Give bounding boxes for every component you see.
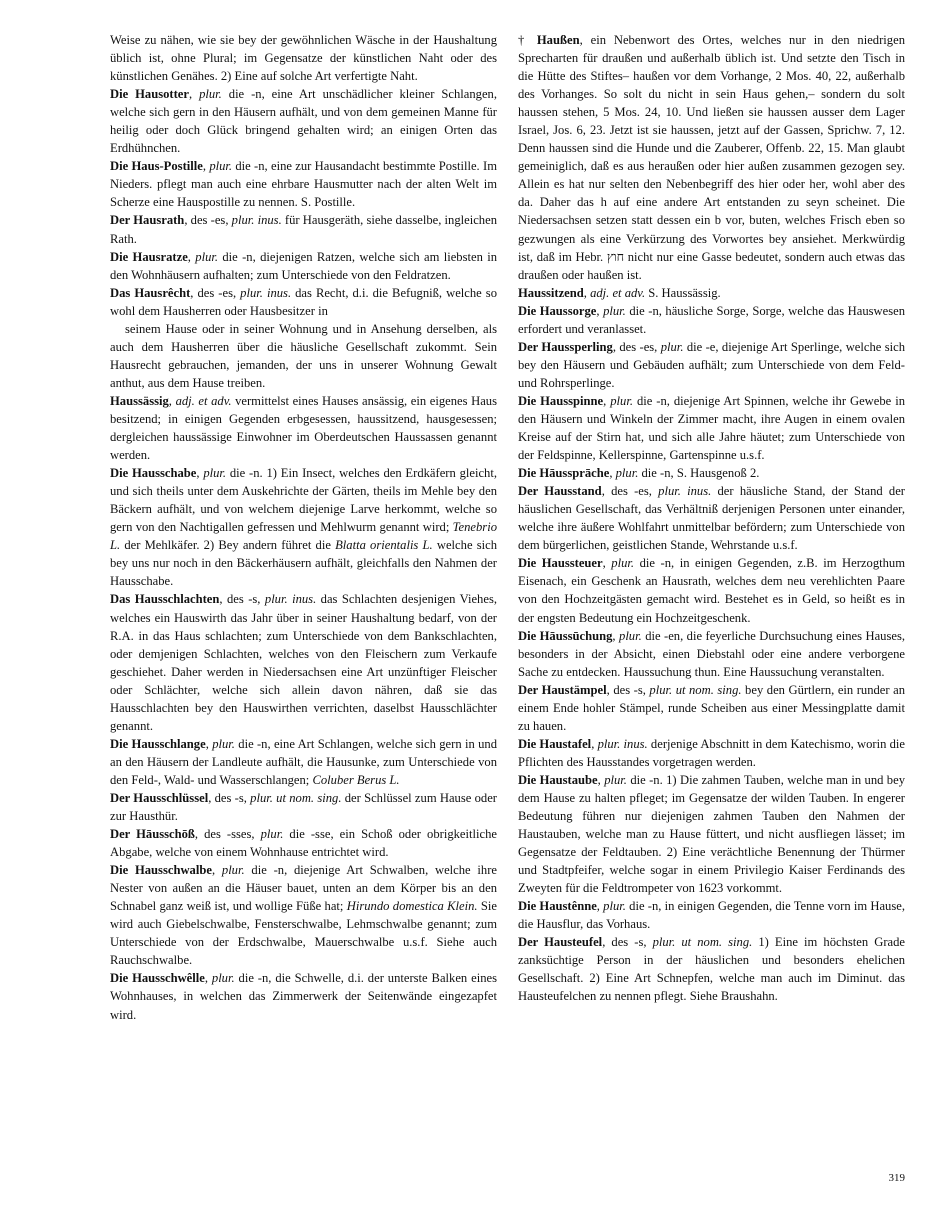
entry-text: Weise zu nähen, wie sie bey der gewöhnlichen Wäsche in der Haushaltung üblich ist, ohne Plural; im Gegensatze der künstlichen Naht oder des künstlichen Genähes. 2) Eine auf solche Art verfertigte Naht. <box>110 33 497 84</box>
dictionary-entry <box>110 211 497 247</box>
headword: Die Hausschlange <box>110 736 206 751</box>
dictionary-entry <box>110 464 497 590</box>
headword: Die Hausotter <box>110 87 189 102</box>
entry-text: , <box>596 303 604 318</box>
entry-text: , des -es, <box>601 484 659 499</box>
dictionary-entry <box>110 284 497 320</box>
entry-text: für Hausgeräth, siehe dasselbe, ingleichen Rath. <box>110 213 497 246</box>
headword: Die Hāussprāche <box>518 466 610 481</box>
entry-text: , des -s, <box>219 592 265 607</box>
dictionary-entry <box>110 969 497 1023</box>
grammar-note: Tenebrio L. <box>110 520 497 553</box>
headword: Haussässig <box>110 393 169 408</box>
dictionary-entry <box>110 320 497 392</box>
entry-text: , <box>596 899 604 914</box>
headword: Die Haussteuer <box>518 556 603 571</box>
entry-text: die -n, eine Art unschädlicher kleiner Schlangen, welche sich gern in den Häusern aufhält, und von dem gemeinen Manne für heilig oder doch Glück bringend gehalten wird; an einigen Orten das Erdhühnchen. <box>110 87 497 156</box>
entry-text: die -n, eine zur Hausandacht bestimmte Postille. Im Nieders. pflegt man auch eine ehrbare Hausmutter nach der alten Welt im Scherze eine Hauspostille zu nennen. S. Postille. <box>110 159 498 210</box>
entry-text: , des -es, <box>184 213 232 228</box>
dictionary-entry <box>518 392 905 464</box>
dictionary-entry <box>110 85 497 157</box>
entry-text: welche sich bey uns nur noch in den Bäckerhäusern aufhält, gleichfalls den Nahmen der Hausschabe. <box>110 538 497 589</box>
headword: Der Haussperling <box>518 339 613 354</box>
grammar-note: plur. <box>221 863 245 878</box>
headword: Der Hausteufel <box>518 935 603 950</box>
entry-text: der Mehlkäfer. 2) Bey andern führet die <box>120 538 336 553</box>
grammar-note: plur. <box>603 303 626 318</box>
dictionary-entry <box>518 627 905 681</box>
entry-text: , <box>211 863 222 878</box>
headword: Der Hausschlüssel <box>110 790 209 805</box>
entry-text: , <box>202 159 210 174</box>
entry-text: , des -sses, <box>194 827 261 842</box>
entry-text: derjenige Abschnitt in dem Katechismo, worin die Pflichten des Hausstandes vorgetragen werden. <box>518 736 905 769</box>
dictionary-entry <box>110 735 497 789</box>
entry-text: die -sse, ein Schoß oder obrigkeitliche Abgabe, welche von einem Wohnhause entrichtet wird. <box>110 827 497 860</box>
entry-text: vermittelst eines Hauses ansässig, ein eigenes Haus besitzend; in einigen Gegenden erbgesessen, haussitzend, hausgesessen; dergleichen haussässige Einwohner im Oberdeutschen Haussassen genannt werden. <box>110 393 497 463</box>
grammar-note: plur. inus. <box>231 213 282 228</box>
grammar-note: plur. <box>211 971 235 986</box>
grammar-note: Hirundo domestica Klein. <box>346 899 478 914</box>
entry-text: , <box>187 249 196 264</box>
entry-text: , <box>591 736 598 751</box>
entry-text: die -n. 1) Ein Insect, welches den Erdkäfern gleicht, und sich theils unter dem Auskehrichte der Gärten, theils im Mehle bey den Bäckern aufhält, und von welchem diejenige Larve herkommt, welche so gern von den Nachtigallen gefressen und Mehlwurm genannt wird; <box>110 466 497 535</box>
entry-text: die -n, in einigen Gegenden, z.B. im Herzogthum Eisenach, ein Geschenk an Hausrath, welches dem neu verehlichten Paare von den Hochzeitgästen gemacht wird. Bestehet es in Geld, so heißt es in der engsten Bedeutung ein Hochzeitgeschenk. <box>518 556 906 625</box>
dictionary-entry <box>110 392 497 464</box>
dictionary-entry <box>518 897 905 933</box>
entry-text: , <box>205 736 213 751</box>
entry-text: , <box>168 393 176 408</box>
entry-text: , des -es, <box>190 285 241 300</box>
dictionary-entry <box>110 248 497 284</box>
grammar-note: plur. <box>209 159 233 174</box>
headword: Die Hausspinne <box>518 393 604 408</box>
grammar-note: plur. <box>260 827 284 842</box>
headword: Der Hausstand <box>518 484 602 499</box>
grammar-note: plur. <box>615 466 639 481</box>
entry-text: seinem Hause oder in seiner Wohnung und in Ansehung derselben, als auch dem Hausherren über die häusliche Gesellschaft zukommt. Sein Hausrecht gebrauchen, jemanden, der uns in unserer Wohnung Gewalt anthut, aus dem Hause treiben. <box>110 321 497 390</box>
headword: Haußen <box>536 33 580 47</box>
grammar-note: Blatta orientalis L. <box>335 538 433 553</box>
entry-text: das Schlachten desjenigen Viehes, welches ein Hauswirth das Jahr über in seiner Haushaltung bedarf, von der R.A. in das Haus schlachten; zum Unterschiede von dem Bankschlachten, oder demjenigen Schlachten, welches von den Fleischern zum Verkaufe geschiehet. Daher werden in Niedersachsen eine Art unzünftiger Fleischer oder Schlächter, welche sich allein davon nähren, daß sie das Hausschlachten bey den Hauswirthen verrichten, daselbst Hausschlächter genannt. <box>110 592 497 733</box>
entry-text: die -en, die feyerliche Durchsuchung eines Hauses, besonders in der Absicht, einen Diebstahl oder eine andere verborgene Sache zu entdecken. Haussuchung thun. Eine Haussuchung veranstalten. <box>518 628 905 679</box>
dictionary-entry <box>518 464 905 482</box>
headword: Die Hausschwalbe <box>110 863 212 878</box>
entry-text: , <box>602 556 612 571</box>
headword: Die Haustaube <box>518 772 598 787</box>
page-number: 319 <box>888 1172 905 1184</box>
dictionary-entry <box>110 31 497 85</box>
entry-text: die -n, die Schwelle, d.i. der unterste Balken eines Wohnhauses, in welchen das Zimmerwerk der Seitenwände eingezapfet wird. <box>110 971 497 1022</box>
headword: Das Hausrêcht <box>110 285 191 300</box>
grammar-note: plur. <box>603 899 626 914</box>
headword: Haussitzend <box>518 285 584 300</box>
entry-text: die -n, S. Hausgenoß 2. <box>638 466 760 481</box>
dictionary-entry <box>110 157 497 211</box>
right-column <box>518 31 905 1006</box>
entry-text: , ein Nebenwort des Ortes, welches nur in den niedrigen Sprecharten für draußen und außerhalb üblich ist. Und setzte den Tisch in die Hütte des Stiftes– haußen vor dem Vorhange, 2 Mos. 40, 22, außerhalb des Vorhanges. So solt du nicht in sein Haus gehen,– sondern du solt haussen stehen, 5 Mos. 24, 10. Und ließen sie haussen ausser dem Lager Israel, Jos. 6, 23. Jetzt ist sie haussen, jetzt auf der Gassen, Sprichw. 7, 12. Denn haussen sind die Hunde und die Zauberer, Offenb. 22, 15. Man glaubt gemeiniglich, daß es aus heraußen oder hier außen zusammen gezogen sey. Allein es hat nur selten den Nebenbegriff des hier oder her, wohl aber des da. Daher das h auf eine andere Art entstanden zu seyn scheinet. Die Niedersachsen setzen statt dessen ein b vor, buten, welches Frisch eben so gezwungen als eine Verkürzung des Vorwortes bey ansiehet. Merkwürdig ist, daß im Hebr. חוץ nicht nur eine Gasse bedeutet, sondern auch etwas das draußen oder haußen ist. <box>518 33 905 282</box>
headword: Die Haustênne <box>518 899 597 914</box>
headword: Der Hausrath <box>110 213 185 228</box>
entry-text: der Schlüssel zum Hause oder zur Hausthür. <box>110 790 497 824</box>
dictionary-entry <box>110 590 497 734</box>
entry-text: , des -s, <box>602 935 653 950</box>
dictionary-entry <box>110 825 497 861</box>
entry-text: , des -s, <box>208 790 251 805</box>
entry-text: das Recht, d.i. die Befugniß, welche so wohl dem Hausherren oder Hausbesitzer in <box>110 285 497 318</box>
headword: Der Hāusschōß <box>110 827 195 842</box>
grammar-note: plur. <box>611 556 635 571</box>
grammar-note: plur. <box>212 736 235 751</box>
entry-text: † <box>518 33 537 47</box>
dictionary-entry <box>110 789 497 825</box>
entry-text: die -n, diejenige Art Schwalben, welche ihre Nester von außen an die Häuser bauet, unten an dem Körper bis an den Schnabel ganz weiß ist, und wollige Füße hat; <box>110 863 498 914</box>
dictionary-entry <box>110 861 497 969</box>
headword: Die Hāussūchung <box>518 628 613 643</box>
entry-text: , <box>612 628 620 643</box>
grammar-note: plur. inus. <box>264 592 317 607</box>
grammar-note: plur. ut nom. sing. <box>250 790 342 805</box>
entry-text: 1) Eine im höchsten Grade zanksüchtige Person in der häuslichen und besonders ehelichen Gesellschaft. 2) Eine Art Schnepfen, welche man auch im Diminut. das Hausteufelchen zu nennen pflegt. Siehe Braushahn. <box>518 935 906 1004</box>
entry-text: Sie wird auch Giebelschwalbe, Fensterschwalbe, Lehmschwalbe genannt; zum Unterschiede von der Erdschwalbe, Mauerschwalbe u.s.f. Siehe auch Rauchschwalbe. <box>110 899 498 968</box>
dictionary-entry <box>518 933 905 1005</box>
grammar-note: plur. <box>203 466 227 481</box>
headword: Die Hausratze <box>110 249 188 264</box>
grammar-note: plur. inus. <box>597 736 648 751</box>
dictionary-entry <box>518 338 905 392</box>
dictionary-entry <box>518 554 905 626</box>
grammar-note: plur. <box>604 772 627 787</box>
grammar-note: plur. ut nom. sing. <box>652 935 753 950</box>
grammar-note: plur. inus. <box>240 285 292 300</box>
dictionary-entry <box>518 771 905 897</box>
headword: Die Haustafel <box>518 736 592 751</box>
grammar-note: adj. et adv. <box>175 393 232 408</box>
grammar-note: plur. inus. <box>658 484 712 499</box>
headword: Die Haussorge <box>518 303 597 318</box>
entry-text: die -n, in einigen Gegenden, die Tenne vorn im Hause, die Hausflur, das Vorhaus. <box>518 899 905 932</box>
entry-text: , <box>597 772 605 787</box>
grammar-note: plur. <box>610 393 633 408</box>
left-column <box>110 31 497 1024</box>
dictionary-entry <box>518 482 905 554</box>
dictionary-entry <box>518 302 905 338</box>
entry-text: , <box>609 466 616 481</box>
entry-text: die -n. 1) Die zahmen Tauben, welche man in und bey dem Hause zu halten pfleget; im Gegensatze der wilden Tauben. In engerer Bedeutung führen nur diejenigen zahmen Tauben den Nahmen der Haustauben, welche man zu Hause füttert, und nicht ausfliegen lässet; im Gegensatze der Feldtauben. 2) Eine verächtliche Benennung der Thürmer und Stadtpfeifer, welche sogar in einem Privilegio Kaiser Ferdinands des Zweyten für die Feldtrompeter von 1623 vorkommt. <box>518 772 905 896</box>
entry-text: , <box>603 393 611 408</box>
entry-text: , des -es, <box>612 339 661 354</box>
entry-text: die -n, diejenigen Ratzen, welche sich am liebsten in den Wohnhäusern aufhalten; zum Unterschiede von den Feldratzen. <box>110 249 498 282</box>
grammar-note: plur. <box>660 339 684 354</box>
entry-text: , <box>204 971 212 986</box>
entry-text: , des -s, <box>606 682 650 697</box>
dictionary-entry <box>518 735 905 771</box>
dictionary-entry <box>518 31 905 284</box>
grammar-note: adj. et adv. <box>590 285 646 300</box>
headword: Das Hausschlachten <box>110 592 220 607</box>
grammar-note: plur. <box>195 249 219 264</box>
entry-text: die -n, häusliche Sorge, Sorge, welche das Hauswesen erfordert und veranlasset. <box>518 303 905 336</box>
entry-text: , <box>583 285 591 300</box>
headword: Der Haustämpel <box>518 682 607 697</box>
entry-text: bey den Gürtlern, ein runder an einem Ende hohler Stämpel, runde Scheiben aus einer Messingplatte damit zu hauen. <box>518 682 906 733</box>
entry-text: , <box>196 466 204 481</box>
headword: Die Hausschabe <box>110 466 197 481</box>
grammar-note: plur. <box>619 628 642 643</box>
dictionary-entry <box>518 681 905 735</box>
grammar-note: plur. ut nom. sing. <box>649 682 742 697</box>
entry-text: die -n, diejenige Art Spinnen, welche ihr Gewebe in den Häusern und Winkeln der Zimmer macht, ihre Augen in einem ovalen Kreise auf der Stirn hat, und sich alle Jahre häutet; zum Unterschiede von der Feldspinne, Kellerspinne, Gartenspinne u.s.f. <box>518 393 905 463</box>
entry-text: die -n, eine Art Schlangen, welche sich gern in und an den Häusern der Landleute aufhält, die Hausunke, zum Unterschiede von den Feld-, Wald- und Wasserschlangen; <box>110 736 497 787</box>
headword: Die Hausschwêlle <box>110 971 205 986</box>
grammar-note: Coluber Berus L. <box>312 772 400 787</box>
headword: Die Haus-Postille <box>110 159 203 174</box>
entry-text: , <box>188 87 200 102</box>
entry-text: der häusliche Stand, der Stand der häuslichen Gesellschaft, das Verhältniß derjenigen Personen unter einander, welche ihre äußere Wohlfahrt unmittelbar befördern; zum Unterschiede von dem bürgerlichen, geistlichen Stande, Wehrstande u.s.f. <box>518 484 905 553</box>
dictionary-entry <box>518 284 905 302</box>
grammar-note: plur. <box>199 87 222 102</box>
entry-text: die -e, diejenige Art Sperlinge, welche sich bey den Häusern und Gebäuden aufhält; zum Unterschiede von dem Feld- und Rohrsperlinge. <box>518 339 906 390</box>
entry-text: S. Haussässig. <box>645 285 721 300</box>
